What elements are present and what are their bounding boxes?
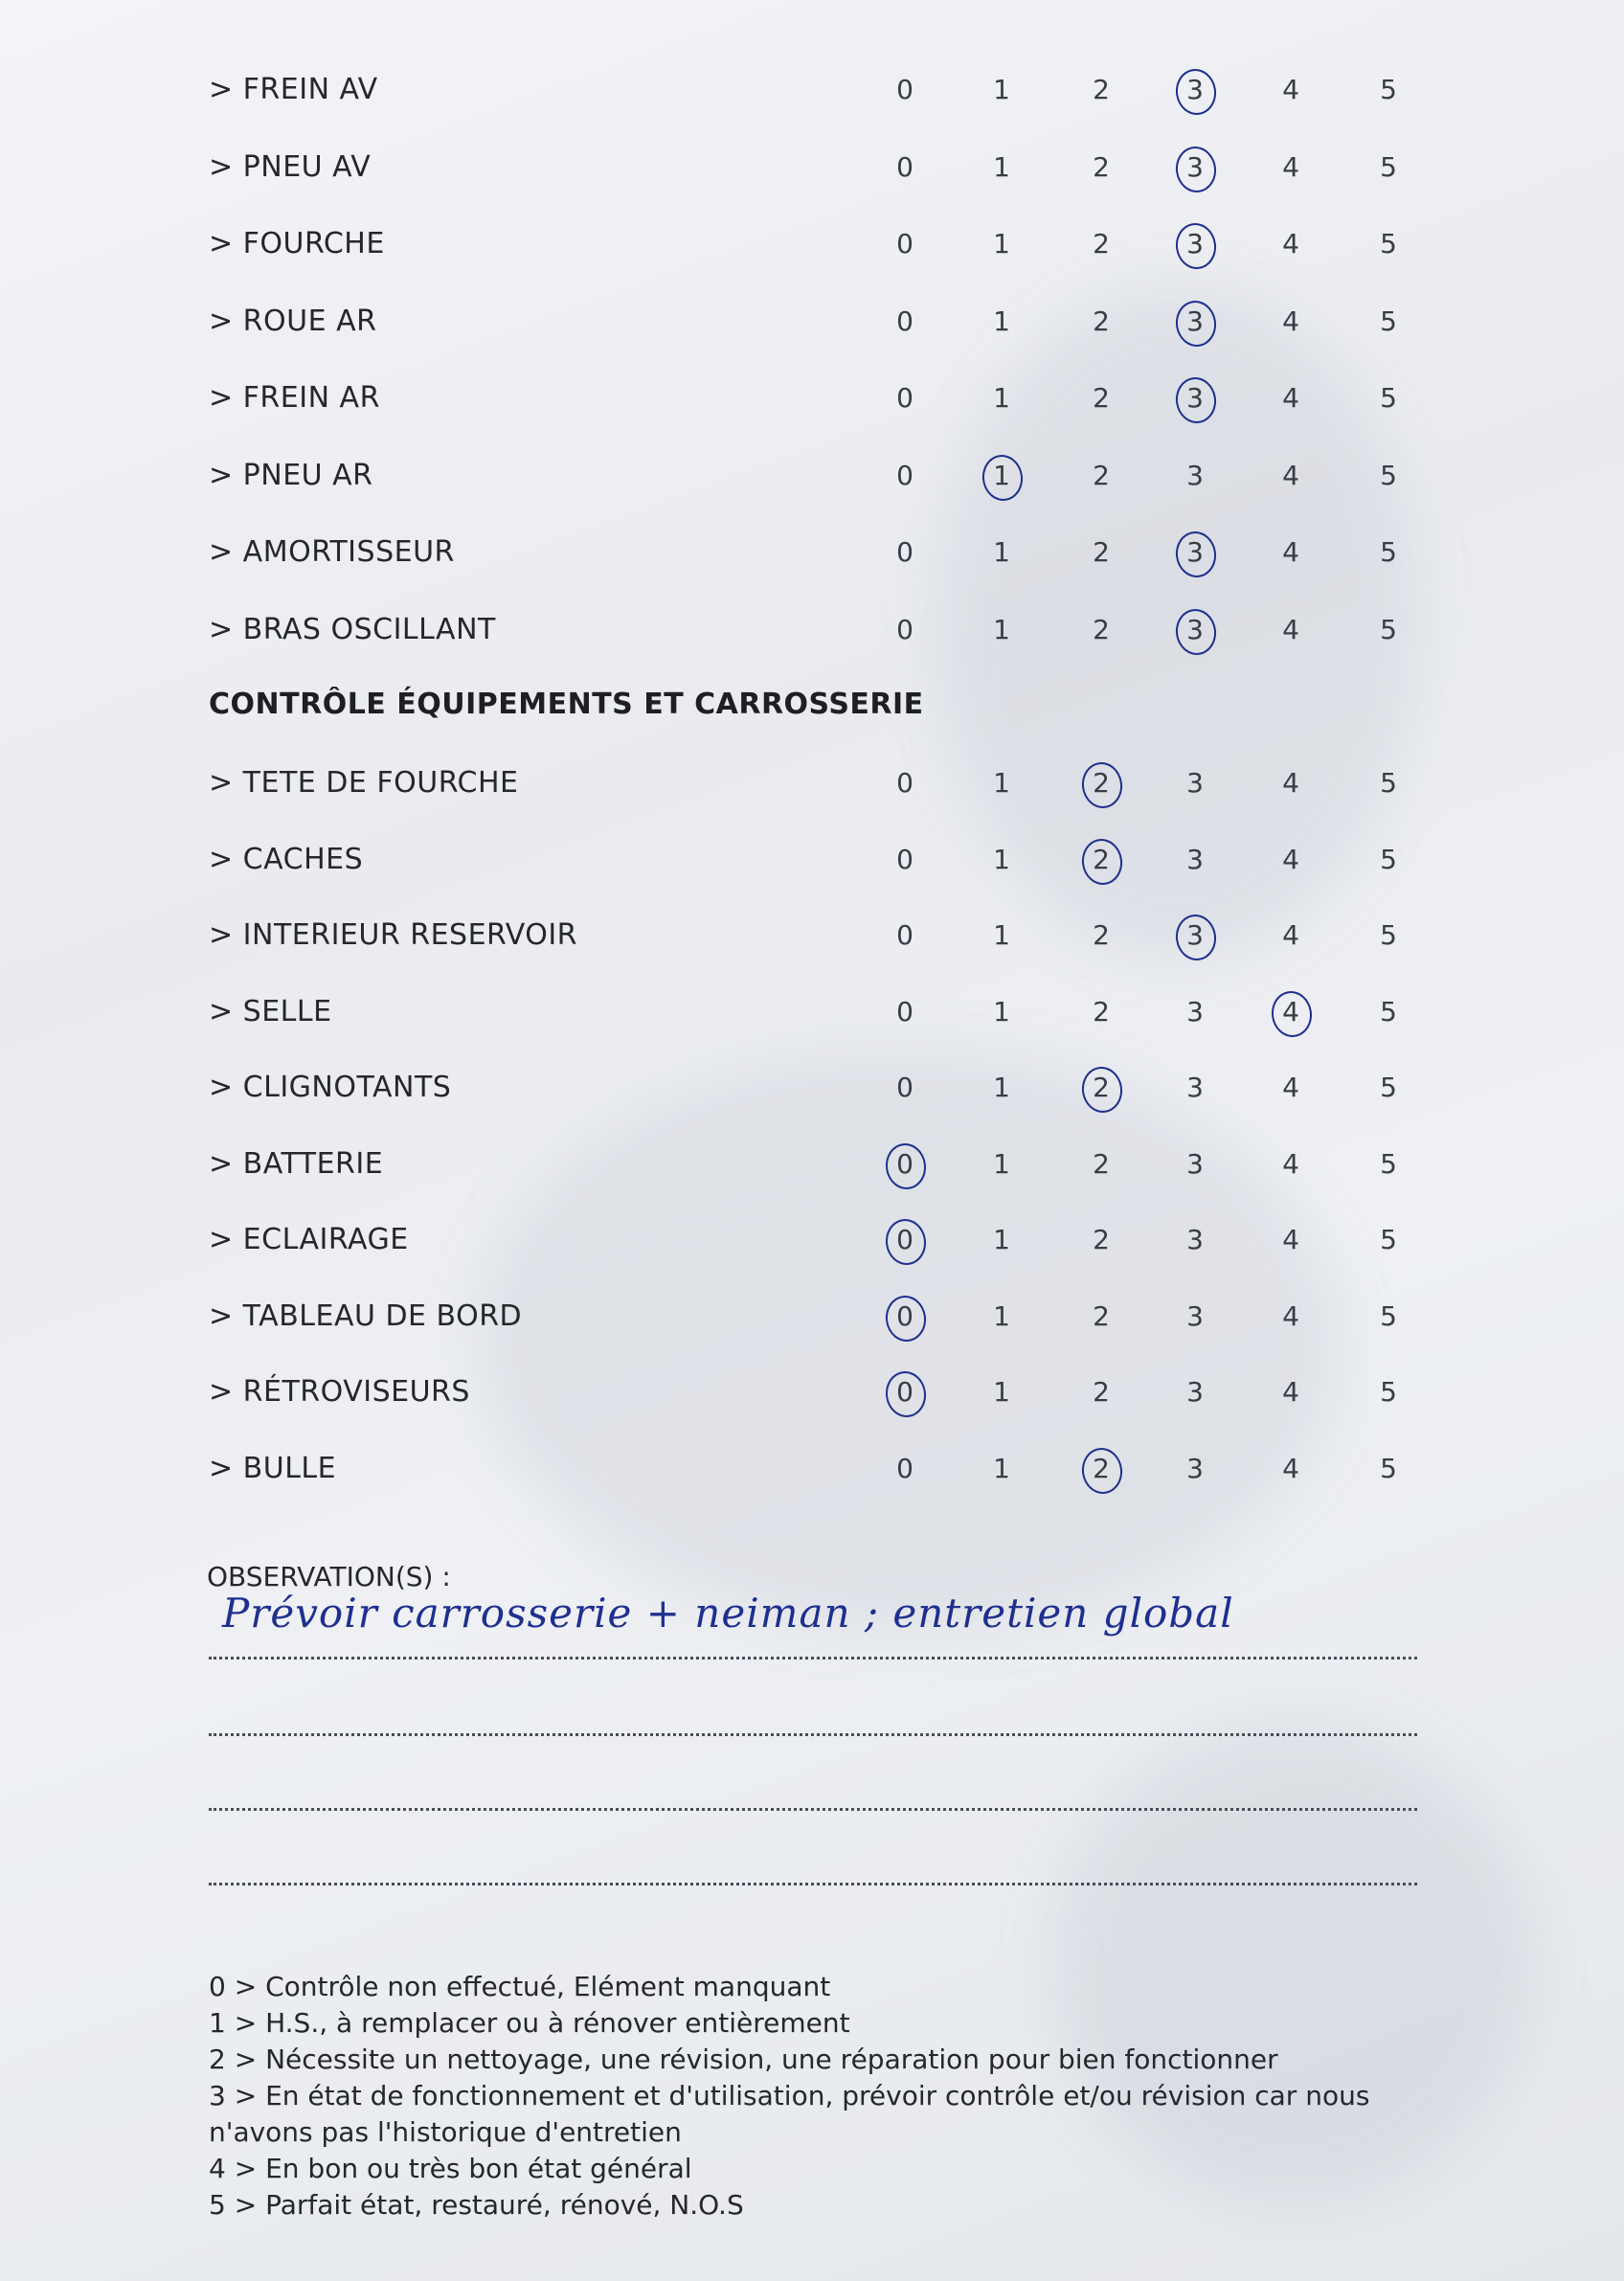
score-option-3[interactable]: 3 [1166, 71, 1224, 109]
checklist-row [0, 599, 1624, 657]
score-option-1[interactable]: 1 [993, 305, 1010, 337]
item-label: > RÉTROVISEURS [209, 1375, 470, 1409]
score-option-3[interactable]: 3 [1166, 611, 1224, 649]
score-option-0[interactable]: 0 [896, 613, 914, 645]
checklist-row [0, 445, 1624, 503]
score-option-1[interactable]: 1 [993, 382, 1010, 414]
score-option-0[interactable]: 0 [896, 228, 914, 260]
score-option-2[interactable]: 2 [1093, 74, 1110, 105]
score-option-2[interactable]: 2 [1093, 459, 1110, 491]
score-option-5[interactable]: 5 [1380, 382, 1397, 414]
legend-line: n'avons pas l'historique d'entretien [209, 2116, 682, 2148]
score-option-5[interactable]: 5 [1380, 459, 1397, 491]
score-option-2[interactable]: 2 [1093, 1224, 1110, 1255]
score-option-0[interactable]: 0 [896, 382, 914, 414]
score-option-2[interactable]: 2 [1093, 536, 1110, 568]
checklist-row [0, 368, 1624, 425]
section-title: CONTRÔLE ÉQUIPEMENTS ET CARROSSERIE [209, 688, 924, 721]
score-option-5[interactable]: 5 [1380, 1147, 1397, 1180]
score-option-0[interactable]: 0 [896, 150, 914, 183]
checklist-row [0, 1438, 1624, 1496]
checklist-row [0, 291, 1624, 349]
score-option-0[interactable]: 0 [896, 767, 914, 799]
score-option-4[interactable]: 4 [1282, 74, 1299, 105]
score-option-0[interactable]: 0 [896, 1072, 914, 1103]
score-option-5[interactable]: 5 [1380, 919, 1397, 951]
score-option-2[interactable]: 2 [1072, 764, 1130, 802]
score-option-4[interactable]: 4 [1282, 1072, 1299, 1103]
item-label: > ROUE AR [209, 304, 377, 338]
score-option-1[interactable]: 1 [993, 843, 1010, 875]
checklist-row [0, 829, 1624, 887]
score-option-4[interactable]: 4 [1282, 382, 1299, 414]
item-label: > INTERIEUR RESERVOIR [209, 918, 578, 952]
score-option-5[interactable]: 5 [1380, 613, 1397, 645]
score-option-3[interactable]: 3 [1186, 995, 1204, 1028]
item-label: > BULLE [209, 1451, 337, 1485]
score-option-3[interactable]: 3 [1186, 1299, 1204, 1332]
checklist-row [0, 522, 1624, 579]
legend-line: 1 > H.S., à remplacer ou à rénover entièrement [209, 2007, 850, 2039]
checklist-row [0, 753, 1624, 810]
score-option-3[interactable]: 3 [1186, 1072, 1204, 1103]
score-option-5[interactable]: 5 [1380, 150, 1397, 183]
checklist-row [0, 59, 1624, 117]
score-option-5[interactable]: 5 [1380, 1224, 1397, 1255]
score-option-4[interactable]: 4 [1282, 459, 1299, 491]
score-option-4[interactable]: 4 [1282, 228, 1299, 260]
observation-line[interactable] [209, 1883, 1417, 1886]
score-option-2[interactable]: 2 [1093, 150, 1110, 183]
item-label: > AMORTISSEUR [209, 535, 455, 569]
score-option-0[interactable]: 0 [896, 1452, 914, 1484]
score-option-2[interactable]: 2 [1072, 1450, 1130, 1488]
legend-line: 2 > Nécessite un nettoyage, une révision, une réparation pour bien fonctionner [209, 2044, 1278, 2075]
score-option-1[interactable]: 1 [993, 150, 1010, 183]
score-option-3[interactable]: 3 [1186, 1147, 1204, 1180]
score-option-4[interactable]: 4 [1282, 613, 1299, 645]
checklist-row [0, 1362, 1624, 1419]
score-option-1[interactable]: 1 [993, 613, 1010, 645]
observations-title: OBSERVATION(S) : [207, 1561, 451, 1592]
score-option-1[interactable]: 1 [993, 995, 1010, 1028]
score-option-0[interactable]: 0 [896, 74, 914, 105]
item-label: > CLIGNOTANTS [209, 1071, 452, 1104]
checklist-row [0, 1057, 1624, 1115]
score-option-1[interactable]: 1 [993, 1299, 1010, 1332]
score-option-5[interactable]: 5 [1380, 1072, 1397, 1103]
handwritten-observation: Prévoir carrosserie + neiman ; entretien global [222, 1590, 1234, 1637]
score-option-2[interactable]: 2 [1093, 305, 1110, 337]
checklist-row [0, 1209, 1624, 1267]
item-label: > BRAS OSCILLANT [209, 612, 496, 646]
score-option-5[interactable]: 5 [1380, 1376, 1397, 1408]
score-option-0[interactable]: 0 [896, 843, 914, 875]
item-label: > BATTERIE [209, 1146, 384, 1181]
score-option-1[interactable]: 1 [993, 1376, 1010, 1408]
score-option-2[interactable]: 2 [1093, 1299, 1110, 1332]
checklist-row [0, 905, 1624, 962]
score-option-4[interactable]: 4 [1262, 993, 1320, 1031]
score-option-5[interactable]: 5 [1380, 1452, 1397, 1484]
item-label: > SELLE [209, 994, 332, 1028]
score-option-3[interactable]: 3 [1186, 1224, 1204, 1255]
score-option-4[interactable]: 4 [1282, 150, 1299, 183]
score-option-1[interactable]: 1 [973, 457, 1030, 495]
score-option-4[interactable]: 4 [1282, 536, 1299, 568]
item-label: > FOURCHE [209, 227, 385, 260]
score-option-5[interactable]: 5 [1380, 843, 1397, 875]
score-option-5[interactable]: 5 [1380, 228, 1397, 260]
item-label: > FREIN AV [209, 73, 378, 106]
score-option-5[interactable]: 5 [1380, 305, 1397, 337]
item-label: > CACHES [209, 842, 364, 876]
item-label: > PNEU AR [209, 458, 373, 492]
score-option-1[interactable]: 1 [993, 1147, 1010, 1180]
score-option-0[interactable]: 0 [896, 459, 914, 491]
checklist-row [0, 1286, 1624, 1344]
score-option-4[interactable]: 4 [1282, 1376, 1299, 1408]
checklist-row [0, 214, 1624, 271]
score-option-0[interactable]: 0 [896, 536, 914, 568]
observation-line[interactable] [209, 1733, 1417, 1736]
score-option-3[interactable]: 3 [1186, 767, 1204, 799]
score-option-3[interactable]: 3 [1166, 303, 1224, 341]
item-label: > PNEU AV [209, 149, 372, 184]
score-option-4[interactable]: 4 [1282, 1147, 1299, 1180]
score-option-1[interactable]: 1 [993, 536, 1010, 568]
legend-line: 4 > En bon ou très bon état général [209, 2153, 692, 2184]
score-option-5[interactable]: 5 [1380, 1299, 1397, 1332]
score-option-1[interactable]: 1 [993, 919, 1010, 951]
checklist-row [0, 1134, 1624, 1191]
score-option-0[interactable]: 0 [896, 305, 914, 337]
score-option-0[interactable]: 0 [876, 1373, 934, 1412]
score-option-1[interactable]: 1 [993, 228, 1010, 260]
item-label: > TETE DE FOURCHE [209, 766, 519, 800]
observation-line[interactable] [209, 1657, 1417, 1660]
checklist-row [0, 982, 1624, 1039]
item-label: > FREIN AR [209, 381, 380, 415]
score-option-3[interactable]: 3 [1166, 148, 1224, 187]
score-option-2[interactable]: 2 [1093, 613, 1110, 645]
score-option-5[interactable]: 5 [1380, 74, 1397, 105]
score-option-4[interactable]: 4 [1282, 1224, 1299, 1255]
score-option-3[interactable]: 3 [1186, 459, 1204, 491]
item-label: > ECLAIRAGE [209, 1223, 409, 1256]
score-option-4[interactable]: 4 [1282, 1452, 1299, 1484]
score-option-5[interactable]: 5 [1380, 767, 1397, 799]
score-option-3[interactable]: 3 [1166, 379, 1224, 418]
score-option-4[interactable]: 4 [1282, 919, 1299, 951]
score-option-2[interactable]: 2 [1093, 382, 1110, 414]
observation-line[interactable] [209, 1808, 1417, 1811]
score-option-1[interactable]: 1 [993, 1072, 1010, 1103]
score-option-3[interactable]: 3 [1166, 916, 1224, 955]
score-option-5[interactable]: 5 [1380, 995, 1397, 1028]
score-option-1[interactable]: 1 [993, 74, 1010, 105]
score-option-0[interactable]: 0 [876, 1298, 934, 1336]
score-option-3[interactable]: 3 [1166, 225, 1224, 263]
score-option-4[interactable]: 4 [1282, 767, 1299, 799]
score-option-2[interactable]: 2 [1093, 1376, 1110, 1408]
score-option-3[interactable]: 3 [1186, 843, 1204, 875]
legend-line: 3 > En état de fonctionnement et d'utilisation, prévoir contrôle et/ou révision car nous [209, 2080, 1370, 2112]
score-option-4[interactable]: 4 [1282, 305, 1299, 337]
checklist-row [0, 137, 1624, 194]
score-option-1[interactable]: 1 [993, 1224, 1010, 1255]
score-option-4[interactable]: 4 [1282, 843, 1299, 875]
score-option-5[interactable]: 5 [1380, 536, 1397, 568]
score-option-4[interactable]: 4 [1282, 1299, 1299, 1332]
legend-line: 5 > Parfait état, restauré, rénové, N.O.S [209, 2189, 744, 2221]
score-option-0[interactable]: 0 [876, 1145, 934, 1184]
score-option-0[interactable]: 0 [896, 919, 914, 951]
score-option-0[interactable]: 0 [896, 995, 914, 1028]
score-option-2[interactable]: 2 [1072, 1069, 1130, 1107]
score-option-3[interactable]: 3 [1166, 533, 1224, 572]
score-option-2[interactable]: 2 [1093, 995, 1110, 1028]
score-option-2[interactable]: 2 [1093, 228, 1110, 260]
legend-line: 0 > Contrôle non effectué, Elément manquant [209, 1971, 831, 2002]
score-legend [209, 1969, 1454, 2224]
score-option-3[interactable]: 3 [1186, 1452, 1204, 1484]
score-option-1[interactable]: 1 [993, 767, 1010, 799]
item-label: > TABLEAU DE BORD [209, 1299, 523, 1333]
score-option-0[interactable]: 0 [876, 1221, 934, 1259]
score-option-3[interactable]: 3 [1186, 1376, 1204, 1408]
score-option-2[interactable]: 2 [1093, 1147, 1110, 1180]
score-option-2[interactable]: 2 [1093, 919, 1110, 951]
score-option-1[interactable]: 1 [993, 1452, 1010, 1484]
score-option-2[interactable]: 2 [1072, 841, 1130, 879]
